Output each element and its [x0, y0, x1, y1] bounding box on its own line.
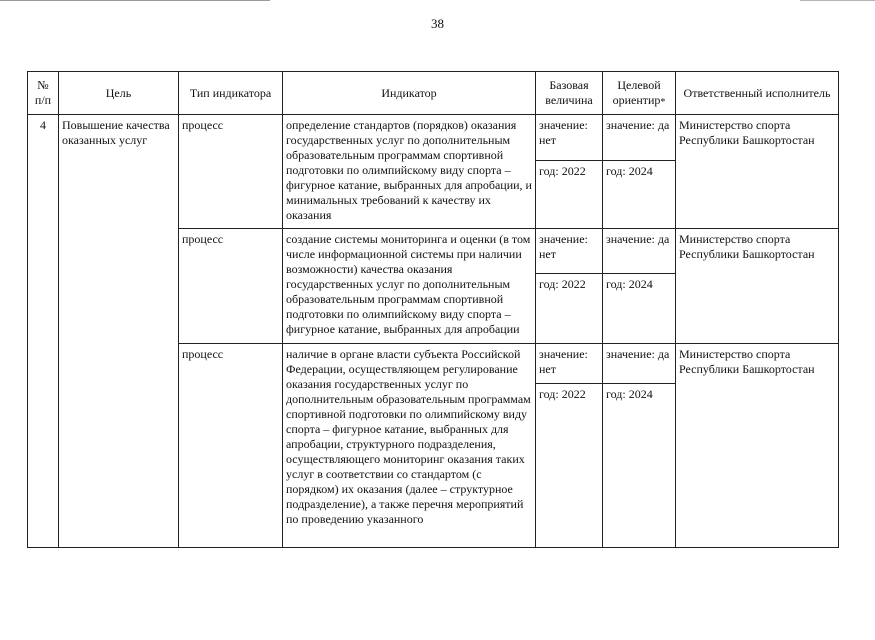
header-responsible: Ответственный исполнитель: [676, 72, 839, 115]
indicators-table: [27, 71, 839, 548]
base-value: значение: нет: [536, 229, 603, 274]
target-value: значение: да: [603, 115, 676, 161]
header-goal: Цель: [59, 72, 179, 115]
scan-edge-line: [0, 0, 270, 1]
header-indicator: Индикатор: [283, 72, 536, 115]
row-goal: Повышение качества оказанных услуг: [59, 115, 179, 548]
target-year: год: 2024: [603, 161, 676, 229]
row-num: 4: [28, 115, 59, 548]
header-type: Тип индикатора: [179, 72, 283, 115]
indicator-text: определение стандартов (порядков) оказания государственных услуг по дополнительным образовательным программам спортивной подготовки по олимпийскому виду спорта – фигурное катание, выбранных для апробации, и минимальных требований к качеству их оказания: [283, 115, 536, 229]
header-num: № п/п: [28, 72, 59, 115]
table-row: [28, 115, 839, 161]
base-year: год: 2022: [536, 384, 603, 548]
base-year: год: 2022: [536, 274, 603, 344]
target-value: значение: да: [603, 229, 676, 274]
scan-edge-line-right: [800, 0, 875, 1]
header-target: [603, 72, 676, 115]
responsible: Министерство спорта Республики Башкортостан: [676, 115, 839, 229]
header-target-mark: *: [660, 97, 666, 108]
header-base: Базовая величина: [536, 72, 603, 115]
table-header-row: [28, 72, 839, 115]
indicator-text: создание системы мониторинга и оценки (в том числе информационной системы при наличии возможности) качества оказания государственных услуг по дополнительным образовательным программам спортивной подготовки по олимпийскому виду спорта – фигурное катание, выбранных для апробации: [283, 229, 536, 344]
indicator-type: процесс: [179, 229, 283, 344]
base-value: значение: нет: [536, 115, 603, 161]
responsible: Министерство спорта Республики Башкортостан: [676, 229, 839, 344]
header-target-label: Целевой ориентир: [612, 78, 661, 107]
target-year: год: 2024: [603, 274, 676, 344]
indicator-type: процесс: [179, 344, 283, 548]
target-value: значение: да: [603, 344, 676, 384]
page-number: 38: [431, 16, 444, 31]
base-year: год: 2022: [536, 161, 603, 229]
base-value: значение: нет: [536, 344, 603, 384]
responsible: Министерство спорта Республики Башкортостан: [676, 344, 839, 548]
indicator-type: процесс: [179, 115, 283, 229]
target-year: год: 2024: [603, 384, 676, 548]
indicator-text: наличие в органе власти субъекта Российской Федерации, осуществляющем регулирование оказания государственных услуг по дополнительным образовательным программам спортивной подготовки по олимпийскому виду спорта – фигурное катание, выбранных для апробации, структурного подразделения, осуществляющего мониторинг оказания таких услуг в соответствии со стандартом (с порядком) их оказания (далее – структурное подразделение), а также перечня мероприятий по проведению указанного: [283, 344, 536, 548]
